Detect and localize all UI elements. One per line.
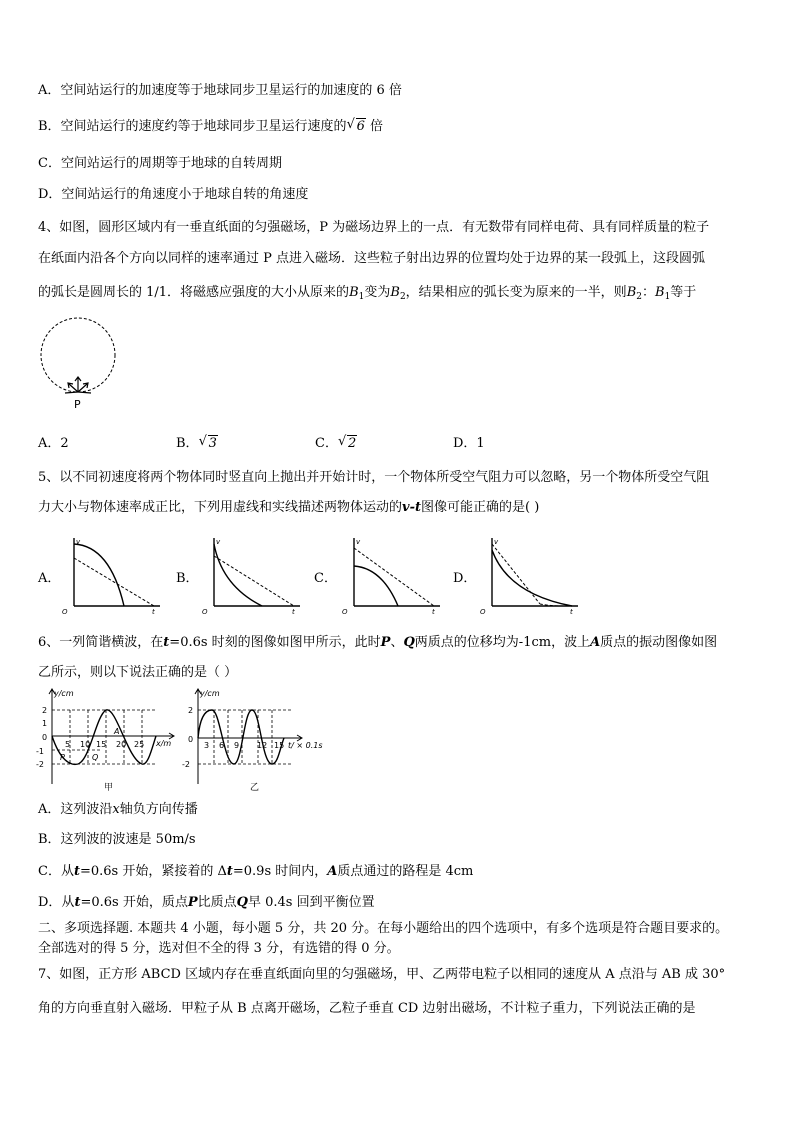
q6-option-c-pre: C．从 <box>38 864 74 879</box>
q6-option-d <box>38 894 375 912</box>
q5-label-d: D． <box>453 571 477 586</box>
q6-vibration-graph <box>180 688 340 794</box>
wave-ytick-neg1: -1 <box>36 747 44 756</box>
sqrt-2-value: 2 <box>347 436 357 451</box>
wave-xtick-25: 25 <box>134 740 145 749</box>
q4-line3-mid1: 变为 <box>364 285 391 300</box>
q6-line1-a: =0.6s 时刻的图像如图甲所示，此时 <box>169 635 381 650</box>
wave-ytick-1: 1 <box>42 719 48 728</box>
q4-option-b <box>176 432 218 451</box>
vibration-xtick-6: 6 <box>219 741 225 750</box>
origin-a: O <box>62 608 68 616</box>
origin-b: O <box>202 608 208 616</box>
q4-option-b-label: B． <box>176 436 199 451</box>
vibration-xtick-9: 9 <box>234 741 240 750</box>
q4-line3-pre: 的弧长是圆周长的 1/1．将磁感应强度的大小从原来的 <box>38 285 350 300</box>
a-symbol: A <box>590 635 601 650</box>
section2-line2: 全部选对的得 5 分，选对但不全的得 3 分，有选错的得 0 分。 <box>38 941 400 956</box>
axis-t-a: t <box>152 608 155 616</box>
q4-line1: 4、如图，圆形区域内有一垂直纸面的匀强磁场，P 为磁场边界上的一点．有无数带有同样电荷、具有同样质量的粒子 <box>38 220 710 235</box>
q4-line3-mid2: ，结果相应的弧长变为原来的一半，则 <box>405 285 627 300</box>
q6-line1-pre: 6、一列简谐横波，在 <box>38 635 164 650</box>
t-symbol-c: t <box>73 864 80 879</box>
q6-line1-b: 两质点的位移均为-1cm，波上 <box>414 635 591 650</box>
q6-option-a-pre: A．这列波沿 <box>38 802 113 817</box>
q5-graph-b <box>202 536 302 616</box>
q4-option-a: A．2 <box>38 436 69 451</box>
q6-line1-c: 质点的振动图像如图 <box>600 635 718 650</box>
wave-xtick-5: 5 <box>65 740 71 749</box>
q6-option-c-mid2: =0.9s 时间内， <box>232 864 328 879</box>
q7-line2: 角的方向垂直射入磁场．甲粒子从 B 点离开磁场，乙粒子垂直 CD 边射出磁场，不计粒子重力，下列说法正确的是 <box>38 1001 696 1016</box>
q5-graph-c <box>342 536 442 616</box>
vibration-caption: 乙 <box>250 783 260 793</box>
q3-option-b-suffix: 倍 <box>369 119 383 134</box>
q6-line1-sep: 、 <box>390 635 404 650</box>
wave-point-q: Q <box>92 753 99 762</box>
q5-label-b: B． <box>176 571 199 586</box>
wave-point-p: P <box>60 753 65 762</box>
vibration-ylabel: y/cm <box>200 689 220 698</box>
q6-option-c <box>38 863 473 881</box>
axis-t-d: t <box>570 608 573 616</box>
p-symbol: P <box>380 635 391 650</box>
q5-line1: 5、以不同初速度将两个物体同时竖直向上抛出并开始计时，一个物体所受空气阻力可以忽略，另一个物体所受空气阻 <box>38 470 710 485</box>
q6-option-b: B．这列波的波速是 50m/s <box>38 832 196 847</box>
wave-xtick-15: 15 <box>96 740 107 749</box>
origin-c: O <box>342 608 348 616</box>
wave-ytick-neg2: -2 <box>36 760 44 769</box>
q4-option-d: D．1 <box>453 436 485 451</box>
q6-option-c-post: 质点通过的路程是 4cm <box>337 864 474 879</box>
q4-line3-post: 等于 <box>670 285 697 300</box>
q3-option-d: D．空间站运行的角速度小于地球自转的角速度 <box>38 187 309 202</box>
p-symbol-d: P <box>187 895 198 910</box>
q5-line2-pre: 力大小与物体速率成正比，下列用虚线和实线描述两物体运动的 <box>38 500 403 515</box>
q3-option-c: C．空间站运行的周期等于地球的自转周期 <box>38 156 282 171</box>
vibration-ytick-0: 0 <box>188 735 194 744</box>
ratio-colon: ： <box>641 285 655 300</box>
sqrt-3-value: 3 <box>208 436 217 451</box>
a-symbol-c: A <box>327 864 338 879</box>
axis-v-b: v <box>216 538 221 546</box>
q6-option-a <box>38 801 198 819</box>
q-symbol-d: Q <box>236 895 248 910</box>
q6-option-c-mid: =0.6s 开始，紧接着的 Δ <box>79 864 227 879</box>
q4-circle-figure <box>34 316 124 416</box>
vt-symbol: v-t <box>402 500 421 515</box>
q7-line1: 7、如图，正方形 ABCD 区域内存在垂直纸面向里的匀强磁场，甲、乙两带电粒子以相同的速度从 A 点沿与 AB 成 30° <box>38 967 726 982</box>
q6-line1 <box>38 634 717 652</box>
t-symbol: t <box>163 635 170 650</box>
q4-line2: 在纸面内沿各个方向以同样的速率通过 P 点进入磁场．这些粒子射出边界的位置均处于边界的某一段弧上，这段圆弧 <box>38 251 706 266</box>
q3-option-b-text: B．空间站运行的速度约等于地球同步卫星运行速度的 <box>38 119 347 134</box>
vibration-xtick-3: 3 <box>204 741 210 750</box>
wave-point-a: A <box>114 727 120 736</box>
q5-line2-post: 图像可能正确的是( ) <box>420 500 540 515</box>
vibration-xtick-12: 12 <box>257 741 268 750</box>
q4-option-c-label: C． <box>315 436 338 451</box>
b1-ratio-symbol: B <box>655 285 665 300</box>
q6-option-d-mid2: 比质点 <box>197 895 237 910</box>
q5-line2 <box>38 499 539 517</box>
wave-curve <box>52 710 156 765</box>
vibration-ytick-neg2: -2 <box>182 760 190 769</box>
q6-option-d-mid: =0.6s 开始，质点 <box>80 895 188 910</box>
sqrt-3: √ 3 <box>198 434 217 451</box>
q6-wave-graph <box>34 688 184 794</box>
q5-label-c: C． <box>314 571 337 586</box>
axis-t-c: t <box>432 608 435 616</box>
b2-symbol: B <box>390 285 400 300</box>
point-p-label: P <box>74 398 81 411</box>
b2-subscript: 2 <box>399 292 406 302</box>
q5-graph-a <box>62 536 162 616</box>
sqrt-2: √ 2 <box>337 434 357 451</box>
b1-ratio-subscript: 1 <box>664 292 671 302</box>
wave-ytick-0: 0 <box>42 733 48 742</box>
q6-option-d-pre: D．从 <box>38 895 75 910</box>
q-symbol: Q <box>403 635 415 650</box>
vibration-ytick-2: 2 <box>188 706 194 715</box>
vibration-xtick-15: 15 <box>274 741 285 750</box>
wave-xtick-20: 20 <box>116 740 127 749</box>
delta-t-symbol: t <box>226 864 233 879</box>
sqrt-6: √ 6 <box>346 117 365 134</box>
vibration-curve <box>198 710 284 764</box>
t-symbol-d: t <box>74 895 81 910</box>
axis-v-a: v <box>76 538 81 546</box>
q3-option-a: A．空间站运行的加速度等于地球同步卫星运行的加速度的 6 倍 <box>38 83 402 98</box>
b2-ratio-subscript: 2 <box>636 292 642 302</box>
b1-symbol: B <box>349 285 359 300</box>
wave-ytick-2: 2 <box>42 706 48 715</box>
q6-option-a-post: 轴负方向传播 <box>119 802 198 817</box>
q5-label-a: A． <box>38 571 61 586</box>
q6-option-d-post: 早 0.4s 回到平衡位置 <box>247 895 375 910</box>
axis-v-d: v <box>494 538 499 546</box>
wave-xlabel: x/m <box>156 739 172 748</box>
q5-graph-d <box>480 536 580 616</box>
wave-caption: 甲 <box>104 783 114 793</box>
vibration-xlabel: t/ × 0.1s <box>288 741 323 750</box>
q4-line3 <box>38 284 696 306</box>
axis-v-c: v <box>356 538 361 546</box>
wave-ylabel: y/cm <box>54 689 74 698</box>
section2-line1: 二、多项选择题. 本题共 4 小题，每小题 5 分，共 20 分。在每小题给出的四个选项中，有多个选项是符合题目要求的。 <box>38 921 729 936</box>
sqrt-6-value: 6 <box>356 119 365 134</box>
q4-option-c <box>315 432 357 451</box>
q3-option-b <box>38 118 383 136</box>
x-symbol: x <box>112 802 120 817</box>
axis-t-b: t <box>292 608 295 616</box>
b1-subscript: 1 <box>358 292 365 302</box>
wave-xtick-10: 10 <box>80 740 91 749</box>
origin-d: O <box>480 608 486 616</box>
q6-line2: 乙所示，则以下说法正确的是（ ） <box>38 665 238 680</box>
b2-ratio-symbol: B <box>626 285 637 300</box>
